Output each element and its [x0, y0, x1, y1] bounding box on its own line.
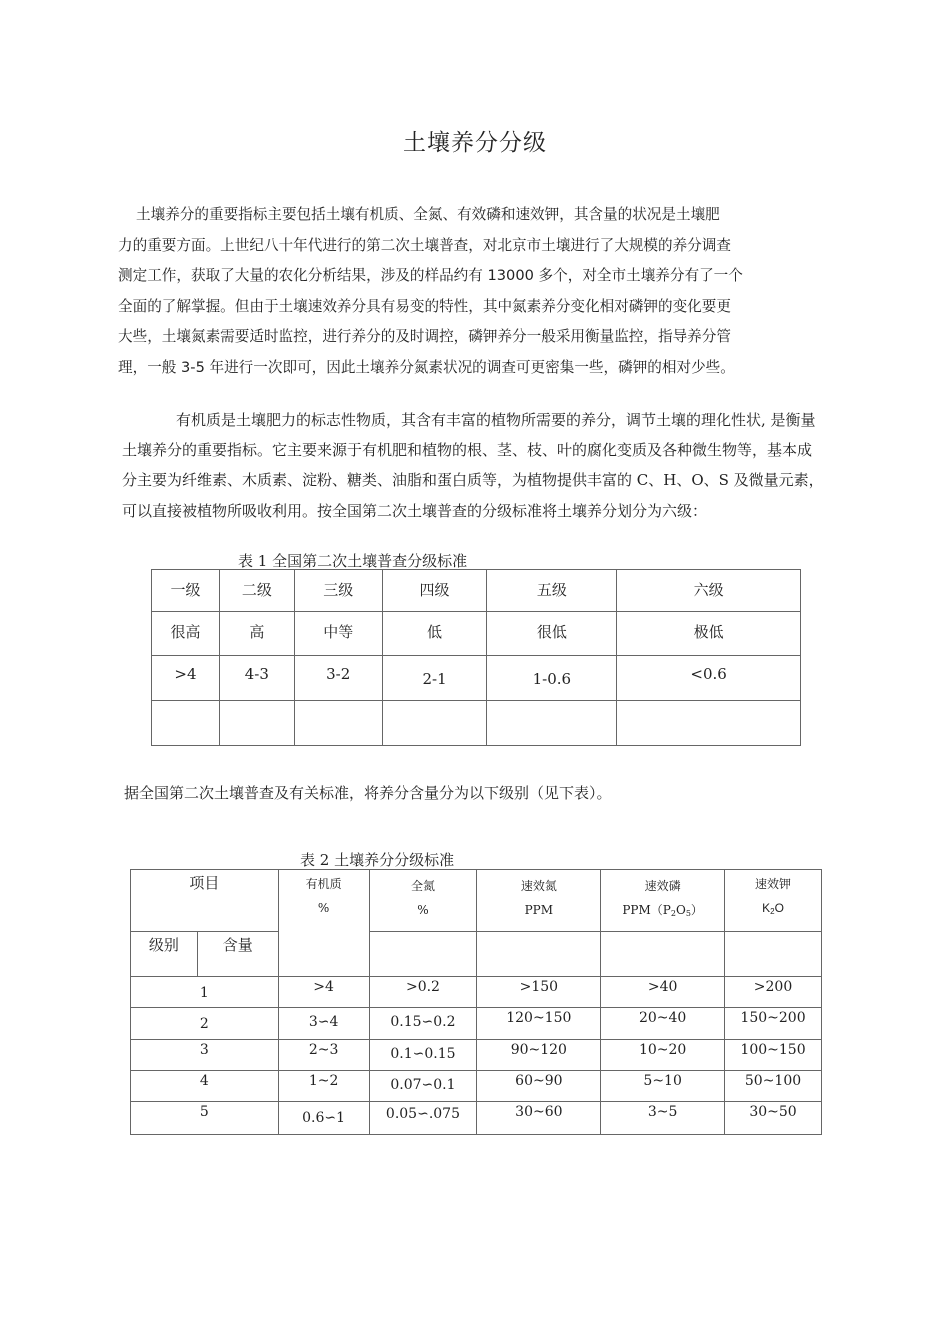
table-row: [131, 977, 822, 1008]
table-cell: 90~120: [477, 1040, 601, 1071]
intro-line: 全面的了解掌握。但由于土壤速效养分具有易变的特性，其中氮素养分变化相对磷钾的变化要更: [118, 297, 731, 315]
table-cell: [477, 932, 601, 977]
table-cell: 1: [131, 977, 279, 1008]
table-cell: >4: [278, 977, 369, 1008]
table2-grade-header: 级别: [131, 932, 198, 977]
table-cell: <0.6: [617, 656, 801, 701]
intro-line: 力的重要方面。上世纪八十年代进行的第二次土壤普查，对北京市土壤进行了大规模的养分调查: [118, 236, 731, 254]
table-cell: >40: [601, 977, 725, 1008]
intro-line: 测定工作，获取了大量的农化分析结果，涉及的样品约有 13000 多个，对全市土壤养分有了一个: [118, 267, 743, 284]
grading-table-1: [151, 569, 801, 746]
table-cell: 5: [131, 1102, 279, 1135]
table-cell: 5~10: [601, 1071, 725, 1102]
table-cell: 五级: [487, 570, 617, 612]
organic-line: 分主要为纤维素、木质素、淀粉、糖类、油脂和蛋白质等，为植物提供丰富的 C、H、O、S 及微量元素，: [122, 471, 824, 490]
table-cell: 1-0.6: [487, 656, 617, 701]
table-cell: 2~3: [278, 1040, 369, 1071]
table-cell: 4: [131, 1071, 279, 1102]
table2-n-header: 全氮 %: [369, 870, 477, 932]
table-cell: [369, 932, 477, 977]
table1-caption: 表 1 全国第二次土壤普查分级标准: [238, 552, 468, 570]
table-cell: 3: [131, 1040, 279, 1071]
table-cell: 0.1∽0.15: [369, 1040, 477, 1071]
table2-ak-header: 速效钾 $K_2O$: [725, 870, 822, 932]
table-cell: 3-2: [294, 656, 382, 701]
table-cell: 10~20: [601, 1040, 725, 1071]
table-cell: 100~150: [725, 1040, 822, 1071]
organic-line: 可以直接被植物所吸收利用。按全国第二次土壤普查的分级标准将土壤养分划分为六级：: [122, 501, 708, 520]
table-cell: 六级: [617, 570, 801, 612]
table-cell: 很低: [487, 612, 617, 656]
table-cell: >150: [477, 977, 601, 1008]
table-cell: 50~100: [725, 1071, 822, 1102]
table-cell: 很高: [152, 612, 220, 656]
table2-an-header: 速效氮 PPM: [477, 870, 601, 932]
table-cell: 4-3: [219, 656, 294, 701]
table2-caption: 表 2 土壤养分分级标准: [300, 851, 455, 869]
table-cell: [152, 701, 220, 746]
table-cell: 60~90: [477, 1071, 601, 1102]
table-cell: [487, 701, 617, 746]
table-cell: 2: [131, 1008, 279, 1040]
table-cell: [294, 701, 382, 746]
table-cell: 20~40: [601, 1008, 725, 1040]
intro-line: 大些，土壤氮素需要适时监控，进行养分的及时调控，磷钾养分一般采用衡量监控，指导养分管: [118, 328, 731, 345]
table-row: [131, 1040, 822, 1071]
table-cell: [617, 701, 801, 746]
table-row: [131, 1008, 822, 1040]
organic-line: 有机质是土壤肥力的标志性物质，其含有丰富的植物所需要的养分，调节土壤的理化性状, 是衡量: [176, 411, 816, 429]
table-cell: [601, 932, 725, 977]
table-cell: [219, 701, 294, 746]
intro-paragraph: [118, 200, 838, 383]
table-cell: 四级: [382, 570, 487, 612]
table-cell: 1~2: [278, 1071, 369, 1102]
table-cell: 2-1: [382, 656, 487, 701]
table2-item-header: 项目: [131, 870, 279, 932]
table-cell: 3~5: [601, 1102, 725, 1135]
page-title: 土壤养分分级: [403, 130, 547, 156]
organic-line: 土壤养分的重要指标。它主要来源于有机肥和植物的根、茎、枝、叶的腐化变质及各种微生物等，基本成: [122, 441, 813, 460]
table-cell: >0.2: [369, 977, 477, 1008]
table2-ap-header: 速效磷 $PPM(P_2O_5)$: [601, 870, 725, 932]
table1-empty-row: [152, 701, 801, 746]
table-row: [131, 1071, 822, 1102]
table1-rating-row: [152, 612, 801, 656]
table-cell: 低: [382, 612, 487, 656]
table-row: [131, 1102, 822, 1135]
table-cell: 极低: [617, 612, 801, 656]
table-cell: 高: [219, 612, 294, 656]
table-cell: 二级: [219, 570, 294, 612]
table2-content-header: 含量: [197, 932, 278, 977]
table2-organic-header: 有机质 %: [278, 870, 369, 977]
table-cell: [725, 932, 822, 977]
table-cell: >200: [725, 977, 822, 1008]
table-cell: 0.6∽1: [278, 1102, 369, 1135]
intro-line: 土壤养分的重要指标主要包括土壤有机质、全氮、有效磷和速效钾，其含量的状况是土壤肥: [136, 206, 720, 223]
table1-value-row: [152, 656, 801, 701]
intro-line: 理，一般 3-5 年进行一次即可，因此土壤养分氮素状况的调查可更密集一些，磷钾的相对少些。: [118, 358, 735, 376]
table-cell: 3∽4: [278, 1008, 369, 1040]
table-cell: 30~50: [725, 1102, 822, 1135]
table-cell: 30~60: [477, 1102, 601, 1135]
table-cell: 0.15∽0.2: [369, 1008, 477, 1040]
table-cell: >4: [152, 656, 220, 701]
table-cell: 一级: [152, 570, 220, 612]
table-cell: [382, 701, 487, 746]
grading-table-2: [130, 869, 822, 1135]
table2-intro-text: 据全国第二次土壤普查及有关标准，将养分含量分为以下级别（见下表）。: [124, 784, 612, 802]
table-cell: 0.05∽.075: [369, 1102, 477, 1135]
table-cell: 三级: [294, 570, 382, 612]
table1-level-row: [152, 570, 801, 612]
table-cell: 0.07∽0.1: [369, 1071, 477, 1102]
organic-paragraph: [122, 405, 922, 526]
table-cell: 中等: [294, 612, 382, 656]
table-cell: 150~200: [725, 1008, 822, 1040]
table-cell: 120~150: [477, 1008, 601, 1040]
